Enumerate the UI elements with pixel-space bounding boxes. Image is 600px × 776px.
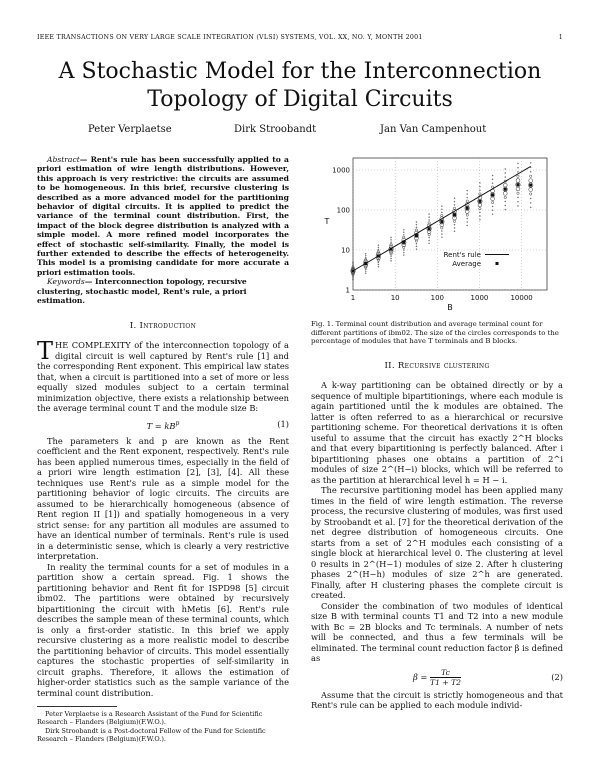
abstract-label: Abstract — [47, 155, 80, 164]
distribution-circle — [466, 214, 468, 216]
clustering-paragraph-3: Consider the combination of two modules of identical size B with terminal counts T1 and T2 into a new module with Bc = 2B blocks and Tc terminals. A number of nets will be connected, and thus a few terminals will be eliminated. The terminal count reduction factor β is defined as — [311, 600, 563, 664]
x-tick-label: 1 — [350, 294, 356, 302]
keywords-text: Interconnection topology, recursive clustering, stochastic model, Rent's rule, a priori estimation. — [37, 277, 247, 306]
distribution-circle — [453, 207, 455, 209]
distribution-circle — [378, 262, 379, 263]
distribution-circle — [441, 209, 442, 210]
distribution-circle — [441, 237, 442, 238]
caption-text: Terminal count distribution and average terminal count for different partitions of ibm02. The size of the circles corresponds to the percentage of modules that have T terminals and B blocks. — [311, 320, 559, 346]
keywords: Keywords— Interconnection topology, recursive clustering, stochastic model, Rent's rule, a priori estimation. — [37, 277, 247, 306]
average-point — [390, 248, 393, 251]
distribution-circle — [479, 186, 480, 187]
plot-frame — [353, 158, 547, 290]
distribution-circle — [491, 201, 493, 203]
distribution-circle — [441, 227, 443, 229]
x-tick-label: 1000 — [470, 294, 489, 302]
distribution-circle — [530, 162, 531, 163]
x-tick-label: 100 — [430, 294, 444, 302]
distribution-circle — [453, 220, 455, 222]
section-2-heading: II. Recursive clustering — [384, 360, 490, 371]
distribution-circle — [479, 182, 480, 183]
clustering-paragraph-4: Assume that the circuit is strictly homogeneous and that Rent's rule can be applied to each module individ- — [311, 689, 563, 711]
average-point — [440, 220, 443, 223]
distribution-circle — [530, 207, 531, 208]
average-point — [478, 200, 481, 203]
distribution-circle — [365, 273, 366, 274]
intro-paragraph-2: The parameters k and p are known as the Rent coefficient and the Rent exponent, respectively. Rent's rule has been applied numerous times, especially in the field of a priori wire length estimation [2], [3], [4]. All these techniques use Rent's rule as a simple model for the partitioning behavior of logic circuits. The circuits are assumed to be hierarchically homogeneous (absence of Rent region II [1]) and spatially homogeneous in a very strict sense: for any partition all modules are assumed to have an identical number of terminals. Rent's rule is used in a deterministic sense, which is clearly a very restrictive interpretation. — [37, 435, 289, 561]
distribution-circle — [454, 201, 455, 202]
distribution-circle — [416, 246, 417, 247]
distribution-circle — [378, 249, 379, 250]
distribution-circle — [492, 179, 493, 180]
distribution-circle — [365, 253, 366, 254]
drop-cap: T — [37, 337, 54, 365]
title-line-1: A Stochastic Model for the Interconnection — [58, 59, 542, 84]
distribution-circle — [416, 243, 417, 244]
distribution-circle — [467, 222, 468, 223]
average-point — [352, 269, 355, 272]
terminal-count-plot — [311, 150, 563, 310]
distribution-circle — [454, 227, 455, 228]
distribution-circle — [429, 237, 430, 238]
distribution-circle — [517, 201, 518, 202]
figure-1 — [311, 150, 563, 310]
figure-1-caption — [311, 320, 563, 346]
footnote-1: Peter Verplaetse is a Research Assistant of the Fund for Scientific Research – Flanders (Belgium)(F.W.O.). — [37, 710, 263, 727]
distribution-circle — [391, 260, 392, 261]
distribution-circle — [429, 240, 430, 241]
equation-1 — [37, 414, 289, 436]
author-3: Jan Van Campenhout — [380, 124, 487, 135]
caption-label: Fig. 1. — [311, 320, 334, 328]
distribution-circle — [467, 218, 468, 219]
page-number: 1 — [558, 34, 563, 41]
distribution-circle — [378, 266, 379, 267]
distribution-circle — [378, 264, 379, 265]
distribution-circle — [391, 237, 392, 238]
y-tick-label: 1 — [345, 286, 350, 295]
average-point — [415, 234, 418, 237]
distribution-circle — [416, 221, 417, 222]
distribution-circle — [365, 257, 366, 258]
distribution-circle — [429, 220, 430, 221]
distribution-circle — [365, 269, 366, 270]
distribution-circle — [530, 202, 531, 203]
average-point — [377, 254, 380, 257]
distribution-circle — [441, 212, 442, 213]
distribution-circle — [403, 229, 404, 230]
distribution-circle — [517, 167, 518, 168]
distribution-circle — [378, 247, 379, 248]
distribution-circle — [479, 212, 480, 213]
running-header — [37, 34, 563, 41]
author-2: Dirk Stroobandt — [234, 124, 317, 135]
distribution-circle — [529, 175, 531, 177]
average-point — [466, 207, 469, 210]
distribution-circle — [429, 214, 430, 215]
distribution-circle — [403, 234, 404, 235]
distribution-circle — [505, 209, 506, 210]
distribution-circle — [429, 217, 430, 218]
distribution-circle — [454, 224, 455, 225]
distribution-circle — [479, 216, 480, 217]
distribution-circle — [479, 208, 481, 210]
distribution-circle — [505, 201, 506, 202]
distribution-circle — [391, 242, 392, 243]
legend-average-swatch — [496, 262, 499, 265]
distribution-circle — [441, 231, 442, 232]
distribution-circle — [479, 193, 481, 195]
average-point — [491, 193, 494, 196]
distribution-circle — [454, 198, 455, 199]
journal-header: IEEE TRANSACTIONS ON VERY LARGE SCALE INTEGRATION (VLSI) SYSTEMS, VOL. XX, NO. Y, MONTH 2001 — [37, 34, 423, 41]
x-tick-label: 10000 — [510, 294, 533, 302]
distribution-circle — [529, 188, 533, 192]
distribution-circle — [378, 245, 379, 246]
equation-2 — [311, 664, 563, 690]
footnote-2: Dirk Stroobandt is a Post-doctoral Fellow of the Fund for Scientific Research – Flanders (Belgium)(F.W.O.). — [37, 726, 266, 743]
distribution-circle — [492, 206, 493, 207]
distribution-circle — [503, 183, 507, 187]
equation-1-body: T = kB — [146, 420, 176, 431]
distribution-circle — [517, 197, 518, 198]
distribution-circle — [416, 227, 417, 228]
distribution-circle — [454, 204, 455, 205]
distribution-circle — [365, 255, 366, 256]
distribution-circle — [479, 190, 480, 191]
footnote-rule — [37, 706, 117, 707]
legend-rent-label: Rent's rule — [443, 251, 481, 259]
distribution-circle — [517, 175, 519, 177]
average-point — [516, 183, 519, 186]
distribution-circle — [403, 249, 404, 250]
distribution-circle — [492, 183, 493, 184]
distribution-circle — [391, 258, 392, 259]
distribution-circle — [530, 198, 531, 199]
average-point — [364, 262, 367, 265]
title-line-2: Topology of Digital Circuits — [147, 87, 453, 112]
distribution-circle — [365, 271, 366, 272]
intro-text-1: of the interconnection topology of a digital circuit is well captured by Rent's rule [1] and the corresponding Rent exponent. This empirical law states that, when a circuit is partitioned into a set of more or less equally sized modules subject to a certain terminal minimization objective, there exists a relationship between the average terminal count T and the module size B: — [37, 340, 290, 413]
distribution-circle — [441, 206, 442, 207]
distribution-circle — [403, 232, 404, 233]
distribution-circle — [429, 243, 430, 244]
y-axis-label: T — [324, 217, 330, 226]
distribution-circle — [454, 231, 455, 232]
distribution-circle — [416, 249, 417, 250]
distribution-circle — [517, 205, 518, 206]
equation-2-number: (2) — [551, 671, 563, 682]
distribution-circle — [403, 255, 404, 256]
distribution-circle — [505, 173, 506, 174]
average-point — [504, 188, 507, 191]
distribution-circle — [441, 214, 443, 216]
distribution-circle — [391, 256, 392, 257]
distribution-circle — [492, 214, 493, 215]
distribution-circle — [517, 171, 518, 172]
x-tick-label: 10 — [390, 294, 400, 302]
distribution-circle — [517, 163, 518, 164]
average-point — [453, 213, 456, 216]
intro-paragraph-1 — [37, 337, 290, 414]
left-column — [37, 155, 289, 743]
distribution-circle — [505, 205, 506, 206]
distribution-circle — [492, 210, 493, 211]
clustering-paragraph-2: The recursive partitioning model has been applied many times in the field of wire length estimation. The reverse process, the recursive clustering of modules, was first used by Stroobandt et al. [7] for the theoretical derivation of the net degree distribution of homogeneous circuits. One starts from a set of 2^H modules each consisting of a single block at hierarchical level 0. The clustering at level 0 results in 2^(H−1) modules of size 2. After h clustering phases 2^(H−h) modules of size 2^h are generated. Finally, after H clustering phases the complete circuit is created. — [311, 485, 563, 601]
distribution-circle — [467, 197, 468, 198]
distribution-circle — [503, 191, 507, 195]
distribution-circle — [441, 234, 442, 235]
distribution-circle — [530, 171, 531, 172]
distribution-circle — [467, 225, 468, 226]
equation-2-denominator: T1 + T2 — [430, 677, 461, 687]
distribution-circle — [467, 190, 468, 191]
distribution-circle — [517, 192, 519, 194]
right-column — [311, 150, 563, 711]
equation-2-numerator: Tc — [430, 668, 461, 678]
distribution-circle — [416, 224, 417, 225]
distribution-circle — [505, 168, 506, 169]
y-tick-label: 10 — [341, 246, 350, 255]
intro-paragraph-3: In reality the terminal counts for a set of modules in a partition show a certain spread. Fig. 1 shows the partitioning behavior and Rent fit for ISPD98 [5] circuit ibm02. The partitions were obtained by recursively bipartitioning the circuit with hMetis [6]. Rent's rule describes the sample mean of these terminal counts, which is only a first-order statistic. In this brief we apply recursive clustering as a more realistic model to describe the partitioning behavior of circuits. This model essentially captures the stochastic properties of self-similarity in circuit graphs. Therefore, it allows the estimation of higher-order statistics such as the sample variance of the terminal count distribution. — [37, 561, 289, 698]
distribution-circle — [505, 177, 506, 178]
section-1-heading: I. Introduction — [129, 320, 197, 331]
y-tick-label: 100 — [336, 206, 350, 215]
clustering-paragraph-1: A k-way partitioning can be obtained directly or by a sequence of multiple bipartitionings, where each module is again partitioned until the k modules are obtained. The latter is often referred to as a hierarchical or recursive partitioning scheme. For theoretical derivations it is often useful to assume that the circuit has exactly 2^H blocks and that every bipartitioning is perfectly balanced. After i bipartitioning phases one obtains a partition of 2^i modules of size 2^(H−i) blocks, which will be referred to as the partition at hierarchical level h = H − i. — [311, 380, 563, 485]
distribution-circle — [467, 194, 468, 195]
distribution-circle — [529, 193, 531, 195]
average-point — [428, 227, 431, 230]
distribution-circle — [516, 178, 520, 182]
average-point — [402, 241, 405, 244]
distribution-circle — [466, 200, 468, 202]
distribution-circle — [492, 175, 493, 176]
intro-lead: HE COMPLEXITY — [55, 340, 131, 350]
distribution-circle — [391, 239, 392, 240]
distribution-circle — [479, 219, 480, 220]
legend-average-label: Average — [452, 260, 481, 268]
distribution-circle — [403, 252, 404, 253]
distribution-circle — [516, 187, 520, 191]
equation-1-exponent: p — [175, 419, 180, 427]
distribution-circle — [504, 196, 506, 198]
distribution-circle — [529, 179, 533, 183]
keywords-label: Keywords — [47, 277, 85, 287]
average-point — [529, 184, 532, 187]
abstract: Abstract— Rent's rule has been successfully applied to a priori estimation of wire length distributions. However, this approach is very restrictive: the circuits are assumed to be homogeneous. In this brief, recursive clustering is described as a more advanced model for the partitioning behavior of digital circuits. It is applied to predict the variance of the terminal count distribution. First, the impact of the block degree distribution is analyzed with a simple model. A more refined model incorporates the effect of stochastic self-similarity. Finally, the model is further extended to describe the effects of heterogeneity. This model is a promising candidate for more accurate a priori estimation tools. — [37, 155, 289, 277]
abstract-text: Rent's rule has been successfully applied to a priori estimation of wire length distributions. However, this approach is very restrictive: the circuits are assumed to be homogeneous. In this brief, recursive clustering is described as a more advanced model for the partitioning behavior of digital circuits. It is applied to predict the variance of the terminal count distribution. First, the impact of the block degree distribution is analyzed with a simple model. A more refined model incorporates the effect of stochastic self-similarity. Finally, the model is further extended to describe the effects of heterogeneity. This model is a promising candidate for more accurate a priori estimation tools. — [37, 155, 289, 277]
author-1: Peter Verplaetse — [88, 124, 172, 135]
paper-title — [0, 58, 600, 114]
distribution-circle — [390, 243, 392, 245]
equation-2-lhs: β = — [412, 671, 428, 682]
x-axis-label: B — [447, 303, 453, 310]
equation-1-number: (1) — [277, 418, 289, 429]
y-tick-label: 1000 — [332, 166, 350, 175]
